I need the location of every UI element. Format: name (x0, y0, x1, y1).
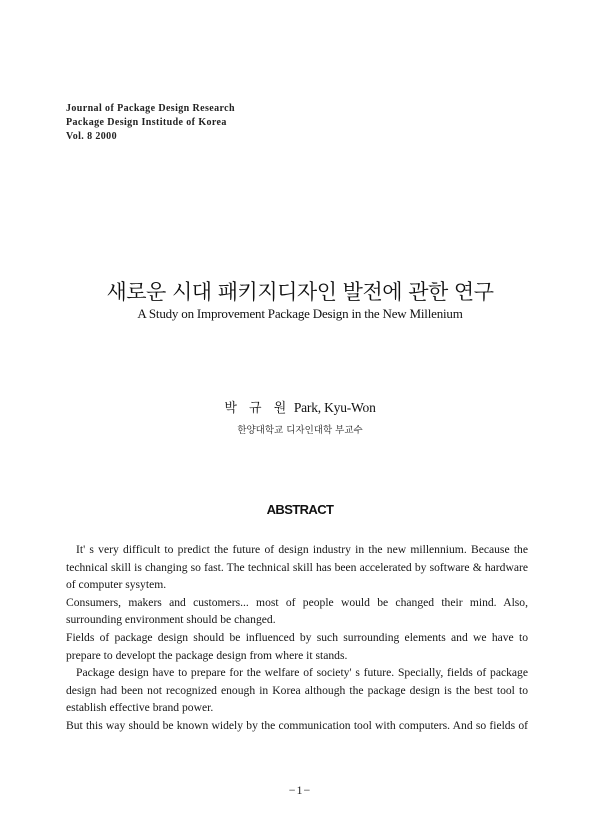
abstract-line: technical skill is changing so fast. The technical skill has been accelerated by software & hardware (66, 560, 528, 574)
journal-volume: Vol. 8 2000 (66, 131, 117, 142)
abstract-line: Consumers, makers and customers... most of people would be changed their mind. Also, (66, 595, 528, 609)
abstract-line: Package design have to prepare for the welfare of society' s future. Specially, fields of package (76, 666, 528, 680)
title-english: A Study on Improvement Package Design in the New Millenium (137, 306, 463, 321)
abstract-body (66, 541, 528, 735)
author-line (0, 399, 600, 418)
author-name-korean: 박 규 원 (224, 401, 291, 416)
abstract-line: design had been not recognized enough in Korea although the package design is the best tool to (66, 683, 528, 697)
abstract-line: But this way should be known widely by the communication tool with computers. And so fields of (66, 718, 528, 732)
abstract-line: establish effective brand power. (66, 701, 214, 715)
abstract-line: It' s very difficult to predict the future of design industry in the new millennium. Because the (76, 543, 528, 556)
author-name-english: Park, Kyu-Won (293, 400, 376, 415)
journal-header (66, 102, 235, 144)
abstract-line: Fields of package design should be influenced by such surrounding elements and we have to (66, 630, 528, 644)
title-korean: 새로운 시대 패키지디자인 발전에 관한 연구 (106, 280, 494, 304)
abstract-line: surrounding environment should be changed. (66, 613, 276, 627)
journal-name: Journal of Package Design Research (66, 103, 235, 114)
page-number: −1− (288, 783, 312, 797)
abstract-line: of computer sysytem. (66, 578, 167, 592)
journal-publisher: Package Design Institude of Korea (66, 117, 227, 128)
abstract-heading: ABSTRACT (266, 502, 334, 517)
author-affiliation: 한양대학교 디자인대학 부교수 (237, 425, 363, 436)
abstract-line: prepare to developt the package design from where it stands. (66, 648, 348, 662)
